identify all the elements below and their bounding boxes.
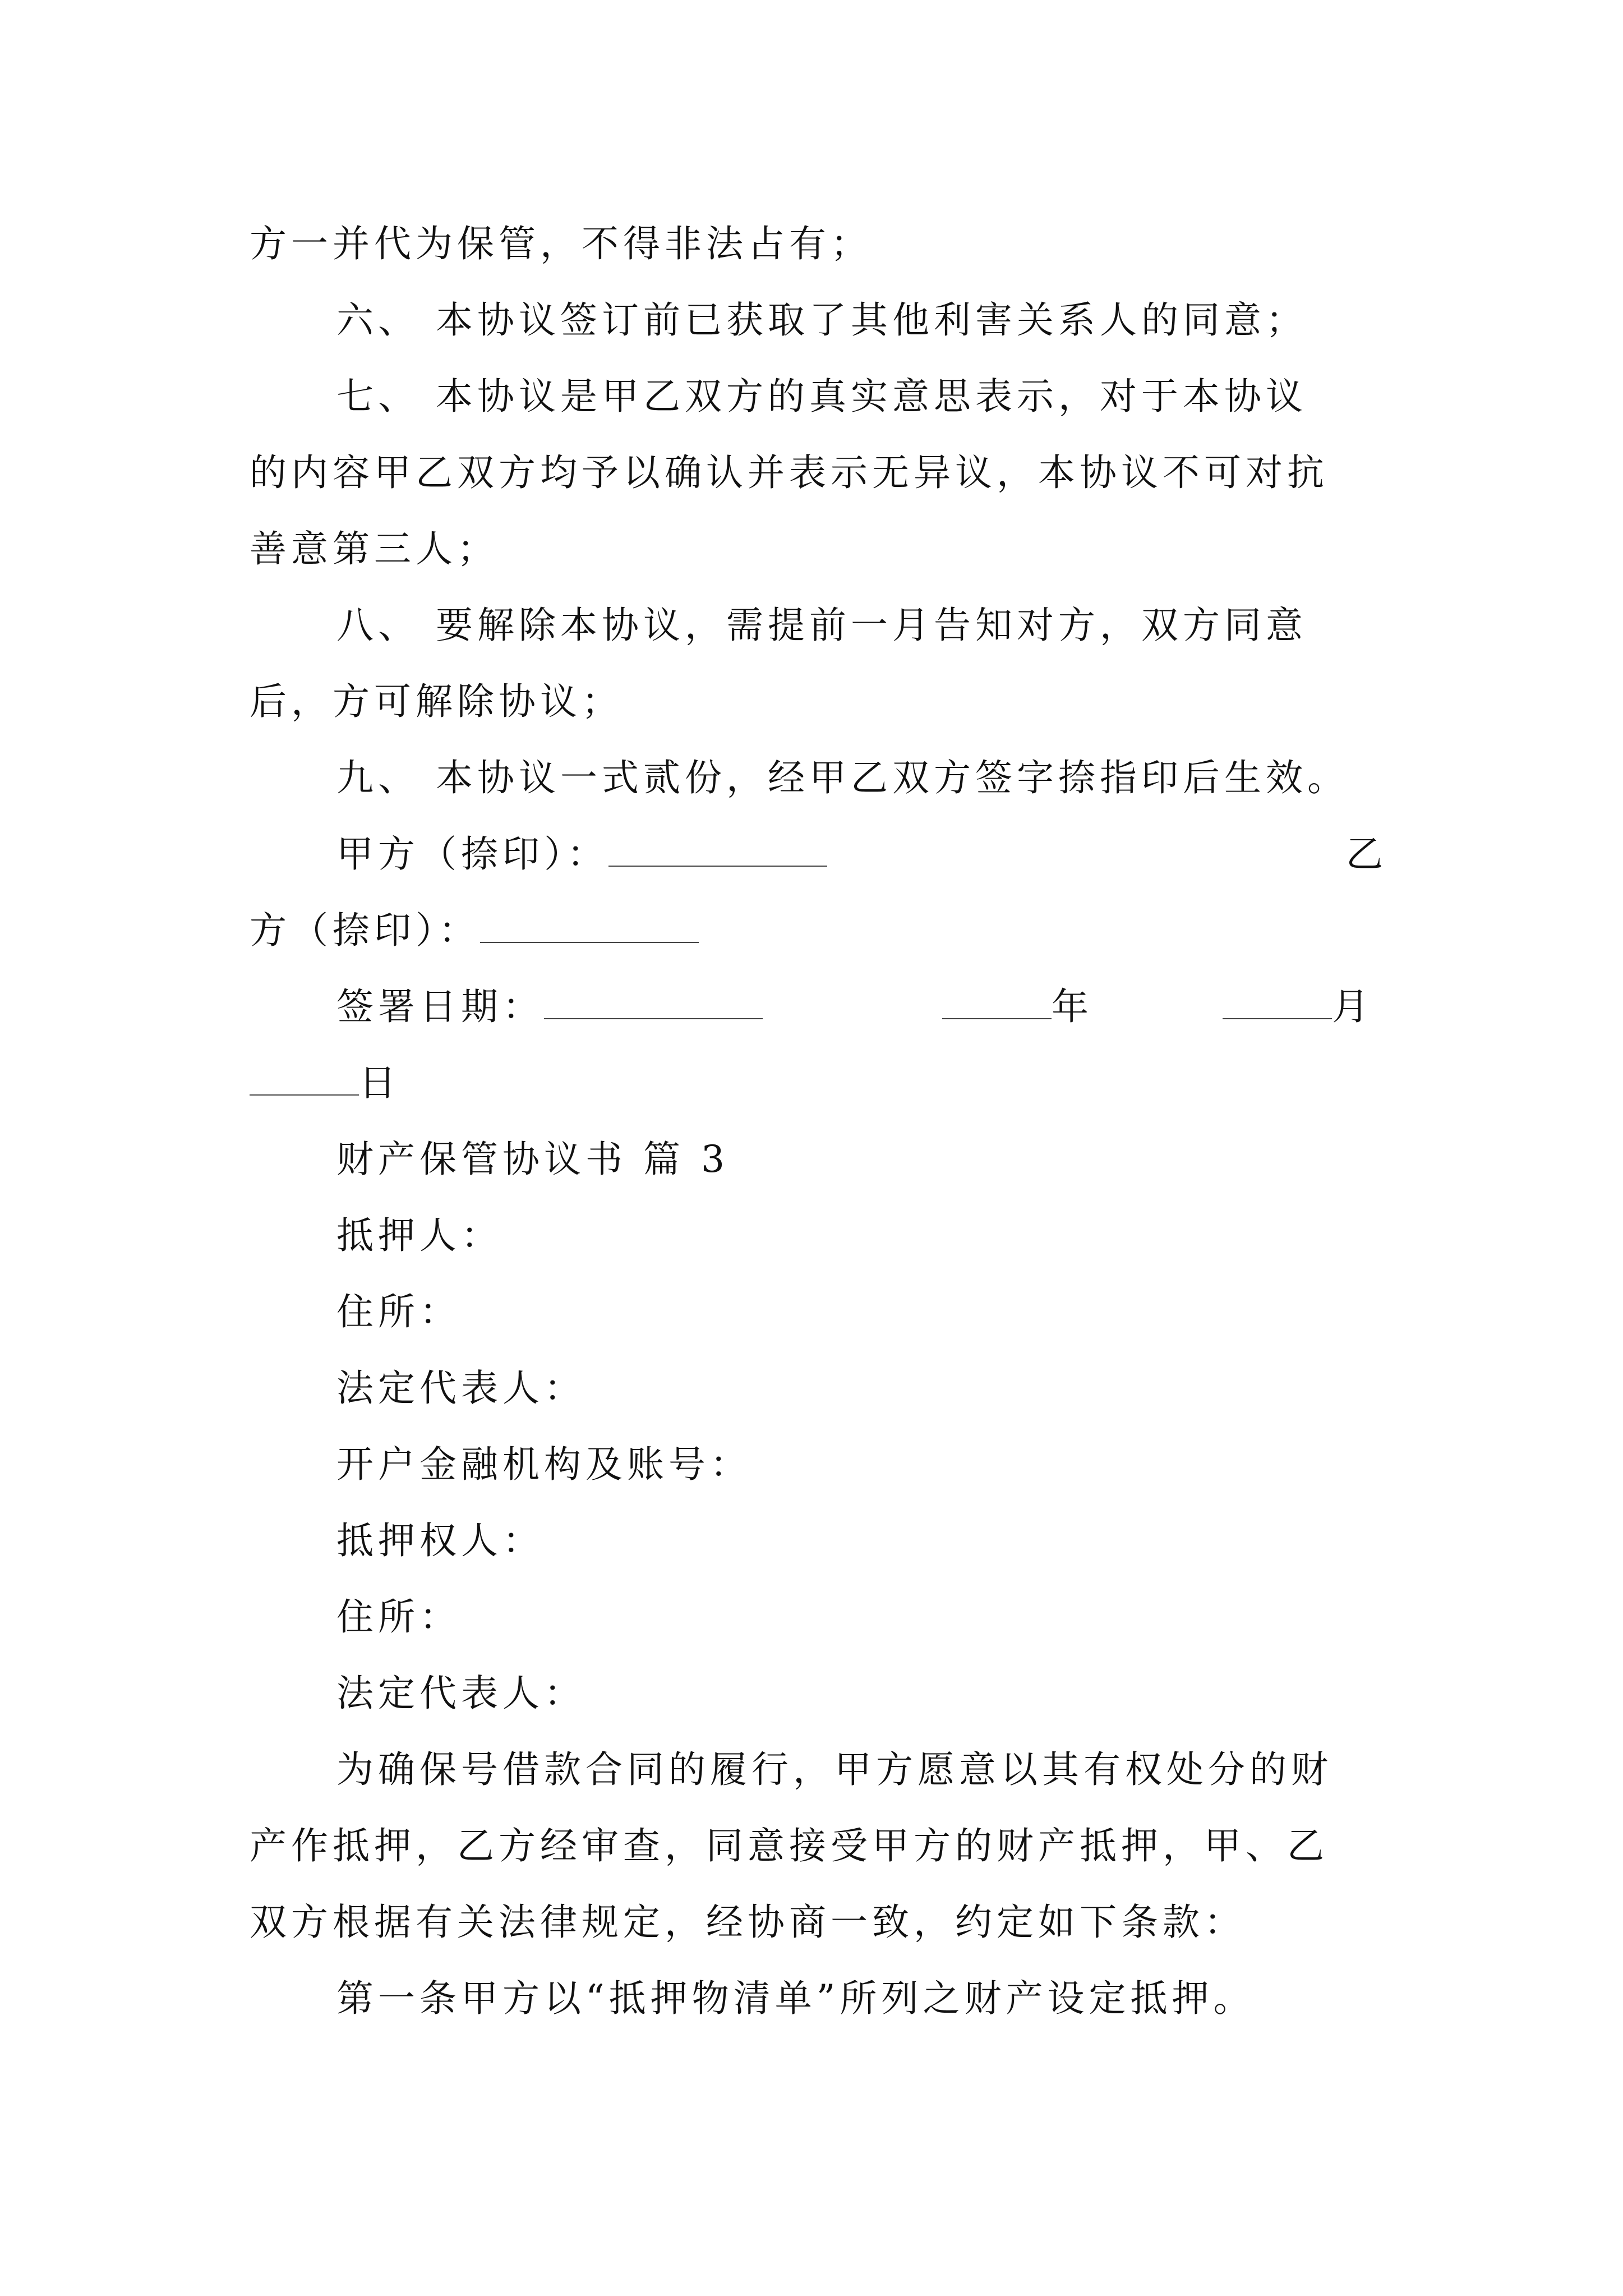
day-blank [250, 1092, 359, 1096]
clause-eight: 八、 要解除本协议，需提前一月告知对方，双方同意 [336, 604, 1307, 647]
month-label: 月 [1332, 985, 1373, 1028]
mortgagor-label: 抵押人： [336, 1214, 502, 1257]
clause-nine: 九、 本协议一式贰份，经甲乙双方签字捺指印后生效。 [336, 756, 1349, 799]
paragraph-line: 产作抵押，乙方经审查，同意接受甲方的财产抵押，甲、乙 [250, 1824, 1329, 1867]
mortgagor-legal-rep-label: 法定代表人： [336, 1366, 585, 1410]
text-line: 的内容甲乙双方均予以确认并表示无异议，本协议不可对抗 [250, 451, 1329, 494]
day-field [250, 1058, 400, 1108]
mortgagor-address-label: 住所： [336, 1290, 461, 1333]
month-field [1223, 982, 1373, 1032]
text-line: 方一并代为保管，不得非法占有； [250, 222, 872, 265]
text-line: 七、 本协议是甲乙双方的真实意思表示，对于本协议 [336, 375, 1307, 418]
article-one: 第一条甲方以“抵押物清单”所列之财产设定抵押。 [336, 1977, 1255, 2020]
signing-date-label-line [336, 982, 763, 1032]
paragraph-line: 为确保号借款合同的履行，甲方愿意以其有权处分的财 [336, 1748, 1332, 1791]
party-b-label-start: 乙 [1346, 832, 1387, 876]
clause-six: 六、 本协议签订前已获取了其他利害关系人的同意； [336, 298, 1307, 342]
paragraph-line: 双方根据有关法律规定，经协商一致，约定如下条款： [250, 1901, 1246, 1944]
signature-blank [608, 863, 827, 867]
mortgagee-address-label: 住所： [336, 1595, 461, 1639]
date-blank [544, 1016, 763, 1019]
signing-date-label: 签署日期： [336, 985, 544, 1028]
party-b-label: 方（捺印）： [250, 909, 480, 952]
party-a-label: 甲方（捺印）： [336, 832, 608, 876]
clause-seven [336, 371, 1388, 422]
year-field [942, 982, 1093, 1032]
month-blank [1223, 1016, 1332, 1019]
mortgagee-legal-rep-label: 法定代表人： [336, 1672, 585, 1715]
day-label: 日 [359, 1061, 400, 1105]
signature-blank [480, 940, 699, 943]
text-line: 善意第三人； [250, 527, 499, 570]
party-a-signature-line [336, 829, 827, 880]
bank-account-label: 开户金融机构及账号： [336, 1443, 751, 1486]
party-b-signature-line [250, 905, 699, 956]
section-title: 财产保管协议书 篇 3 [336, 1138, 729, 1181]
year-label: 年 [1052, 985, 1093, 1028]
year-blank [942, 1016, 1052, 1019]
mortgagee-label: 抵押权人： [336, 1519, 544, 1562]
text-line: 后，方可解除协议； [250, 680, 623, 723]
